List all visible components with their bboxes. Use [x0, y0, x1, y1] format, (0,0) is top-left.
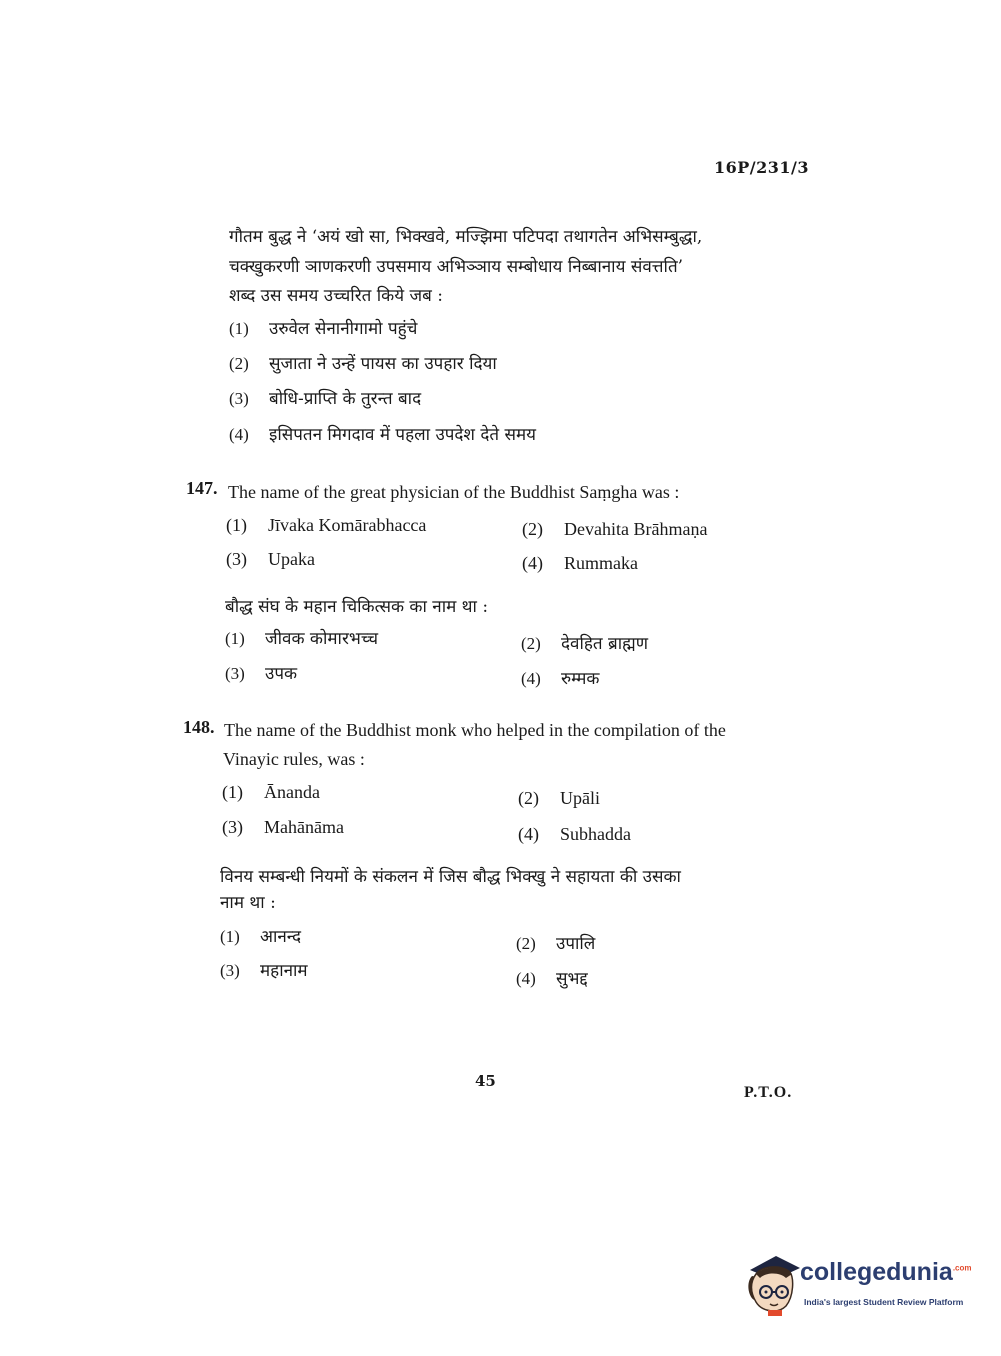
brand-suffix: .com: [952, 1263, 972, 1273]
brand-name: collegedunia: [800, 1258, 953, 1286]
option-number: (2): [516, 934, 536, 953]
option-number: (3): [220, 961, 240, 980]
option-text: Mahānāma: [264, 817, 344, 837]
option-number: (1): [226, 515, 247, 535]
q146-stem-line-2: चक्खुकरणी ञाणकरणी उपसमाय अभिञ्ञाय सम्बोधाय निब्बानाय संवत्तति’: [229, 257, 684, 277]
q148-en-option-1: [222, 782, 320, 803]
option-text: उपक: [265, 664, 298, 684]
option-number: (4): [516, 969, 536, 988]
q147-hindi-stem: बौद्ध संघ के महान चिकित्सक का नाम था :: [225, 597, 489, 617]
q146-option-3: [229, 386, 421, 409]
q146-option-2: [229, 351, 497, 374]
option-number: (1): [229, 319, 249, 338]
option-text: Devahita Brāhmaṇa: [564, 519, 708, 539]
option-text: Jīvaka Komārabhacca: [268, 515, 427, 535]
q148-english-stem-line-1: The name of the Buddhist monk who helped in the compilation of the: [224, 720, 726, 740]
pto-label: P.T.O.: [744, 1084, 793, 1101]
q147-en-option-3: [226, 549, 315, 570]
q147-en-option-2: [522, 519, 707, 540]
option-number: (2): [518, 788, 539, 808]
option-text: सुभद्द: [556, 969, 588, 989]
q146-stem-line-3: शब्द उस समय उच्चरित किये जब :: [229, 286, 443, 306]
option-text: उरुवेल सेनानीगामो पहुंचे: [269, 319, 418, 339]
option-text: देवहित ब्राह्मण: [561, 634, 649, 654]
q147-en-option-4: [522, 553, 638, 574]
collegedunia-wordmark: [800, 1258, 971, 1287]
option-number: (2): [229, 354, 249, 373]
q148-hindi-stem-line-2: नाम था :: [220, 893, 276, 913]
option-number: (1): [220, 927, 240, 946]
option-text: Rummaka: [564, 553, 638, 573]
option-number: (3): [222, 817, 243, 837]
collegedunia-tagline: India's largest Student Review Platform: [804, 1297, 964, 1307]
q148-hi-option-4: [516, 966, 588, 989]
q146-stem-line-1: गौतम बुद्ध ने ‘अयं खो सा, भिक्खवे, मज्झिमा पटिपदा तथागतेन अभिसम्बुद्धा,: [229, 227, 703, 247]
option-text: Ānanda: [264, 782, 320, 802]
option-number: (4): [518, 824, 539, 844]
option-number: (4): [229, 425, 249, 444]
mascot-face-icon: [748, 1256, 800, 1316]
option-text: बोधि-प्राप्ति के तुरन्त बाद: [269, 389, 422, 409]
q147-hi-option-4: [521, 666, 599, 689]
q148-hindi-stem-line-1: विनय सम्बन्धी नियमों के संकलन में जिस बौद्ध भिक्खु ने सहायता की उसका: [220, 867, 681, 887]
option-number: (3): [225, 664, 245, 683]
page-number: 45: [475, 1072, 496, 1090]
option-number: (1): [222, 782, 243, 802]
option-number: (2): [522, 519, 543, 539]
q147-en-option-1: [226, 515, 426, 536]
option-number: (4): [521, 669, 541, 688]
option-text: Subhadda: [560, 824, 631, 844]
q148-en-option-2: [518, 788, 600, 809]
q148-hi-option-2: [516, 931, 595, 954]
q146-option-1: [229, 316, 417, 339]
option-number: (3): [226, 549, 247, 569]
q148-hi-option-1: [220, 924, 301, 947]
option-number: (4): [522, 553, 543, 573]
q147-hi-option-2: [521, 631, 648, 654]
option-text: आनन्द: [260, 927, 302, 947]
q147-number: 147.: [186, 478, 218, 498]
option-number: (3): [229, 389, 249, 408]
option-text: उपालि: [556, 934, 596, 954]
option-text: Upāli: [560, 788, 600, 808]
paper-code: 16P/231/3: [714, 158, 810, 177]
option-number: (1): [225, 629, 245, 648]
option-text: महानाम: [260, 961, 308, 981]
option-number: (2): [521, 634, 541, 653]
q148-number: 148.: [183, 717, 215, 737]
q147-english-stem: The name of the great physician of the Buddhist Saṃgha was :: [228, 482, 680, 502]
q148-hi-option-3: [220, 958, 308, 981]
q148-en-option-3: [222, 817, 344, 838]
q146-option-4: [229, 422, 536, 445]
option-text: Upaka: [268, 549, 315, 569]
option-text: सुजाता ने उन्हें पायस का उपहार दिया: [269, 354, 497, 374]
q147-hi-option-1: [225, 626, 378, 649]
option-text: रुम्मक: [561, 669, 600, 689]
q148-en-option-4: [518, 824, 631, 845]
option-text: इसिपतन मिगदाव में पहला उपदेश देते समय: [269, 425, 537, 445]
option-text: जीवक कोमारभच्च: [265, 629, 379, 649]
q147-hi-option-3: [225, 661, 297, 684]
q148-english-stem-line-2: Vinayic rules, was :: [223, 749, 365, 769]
